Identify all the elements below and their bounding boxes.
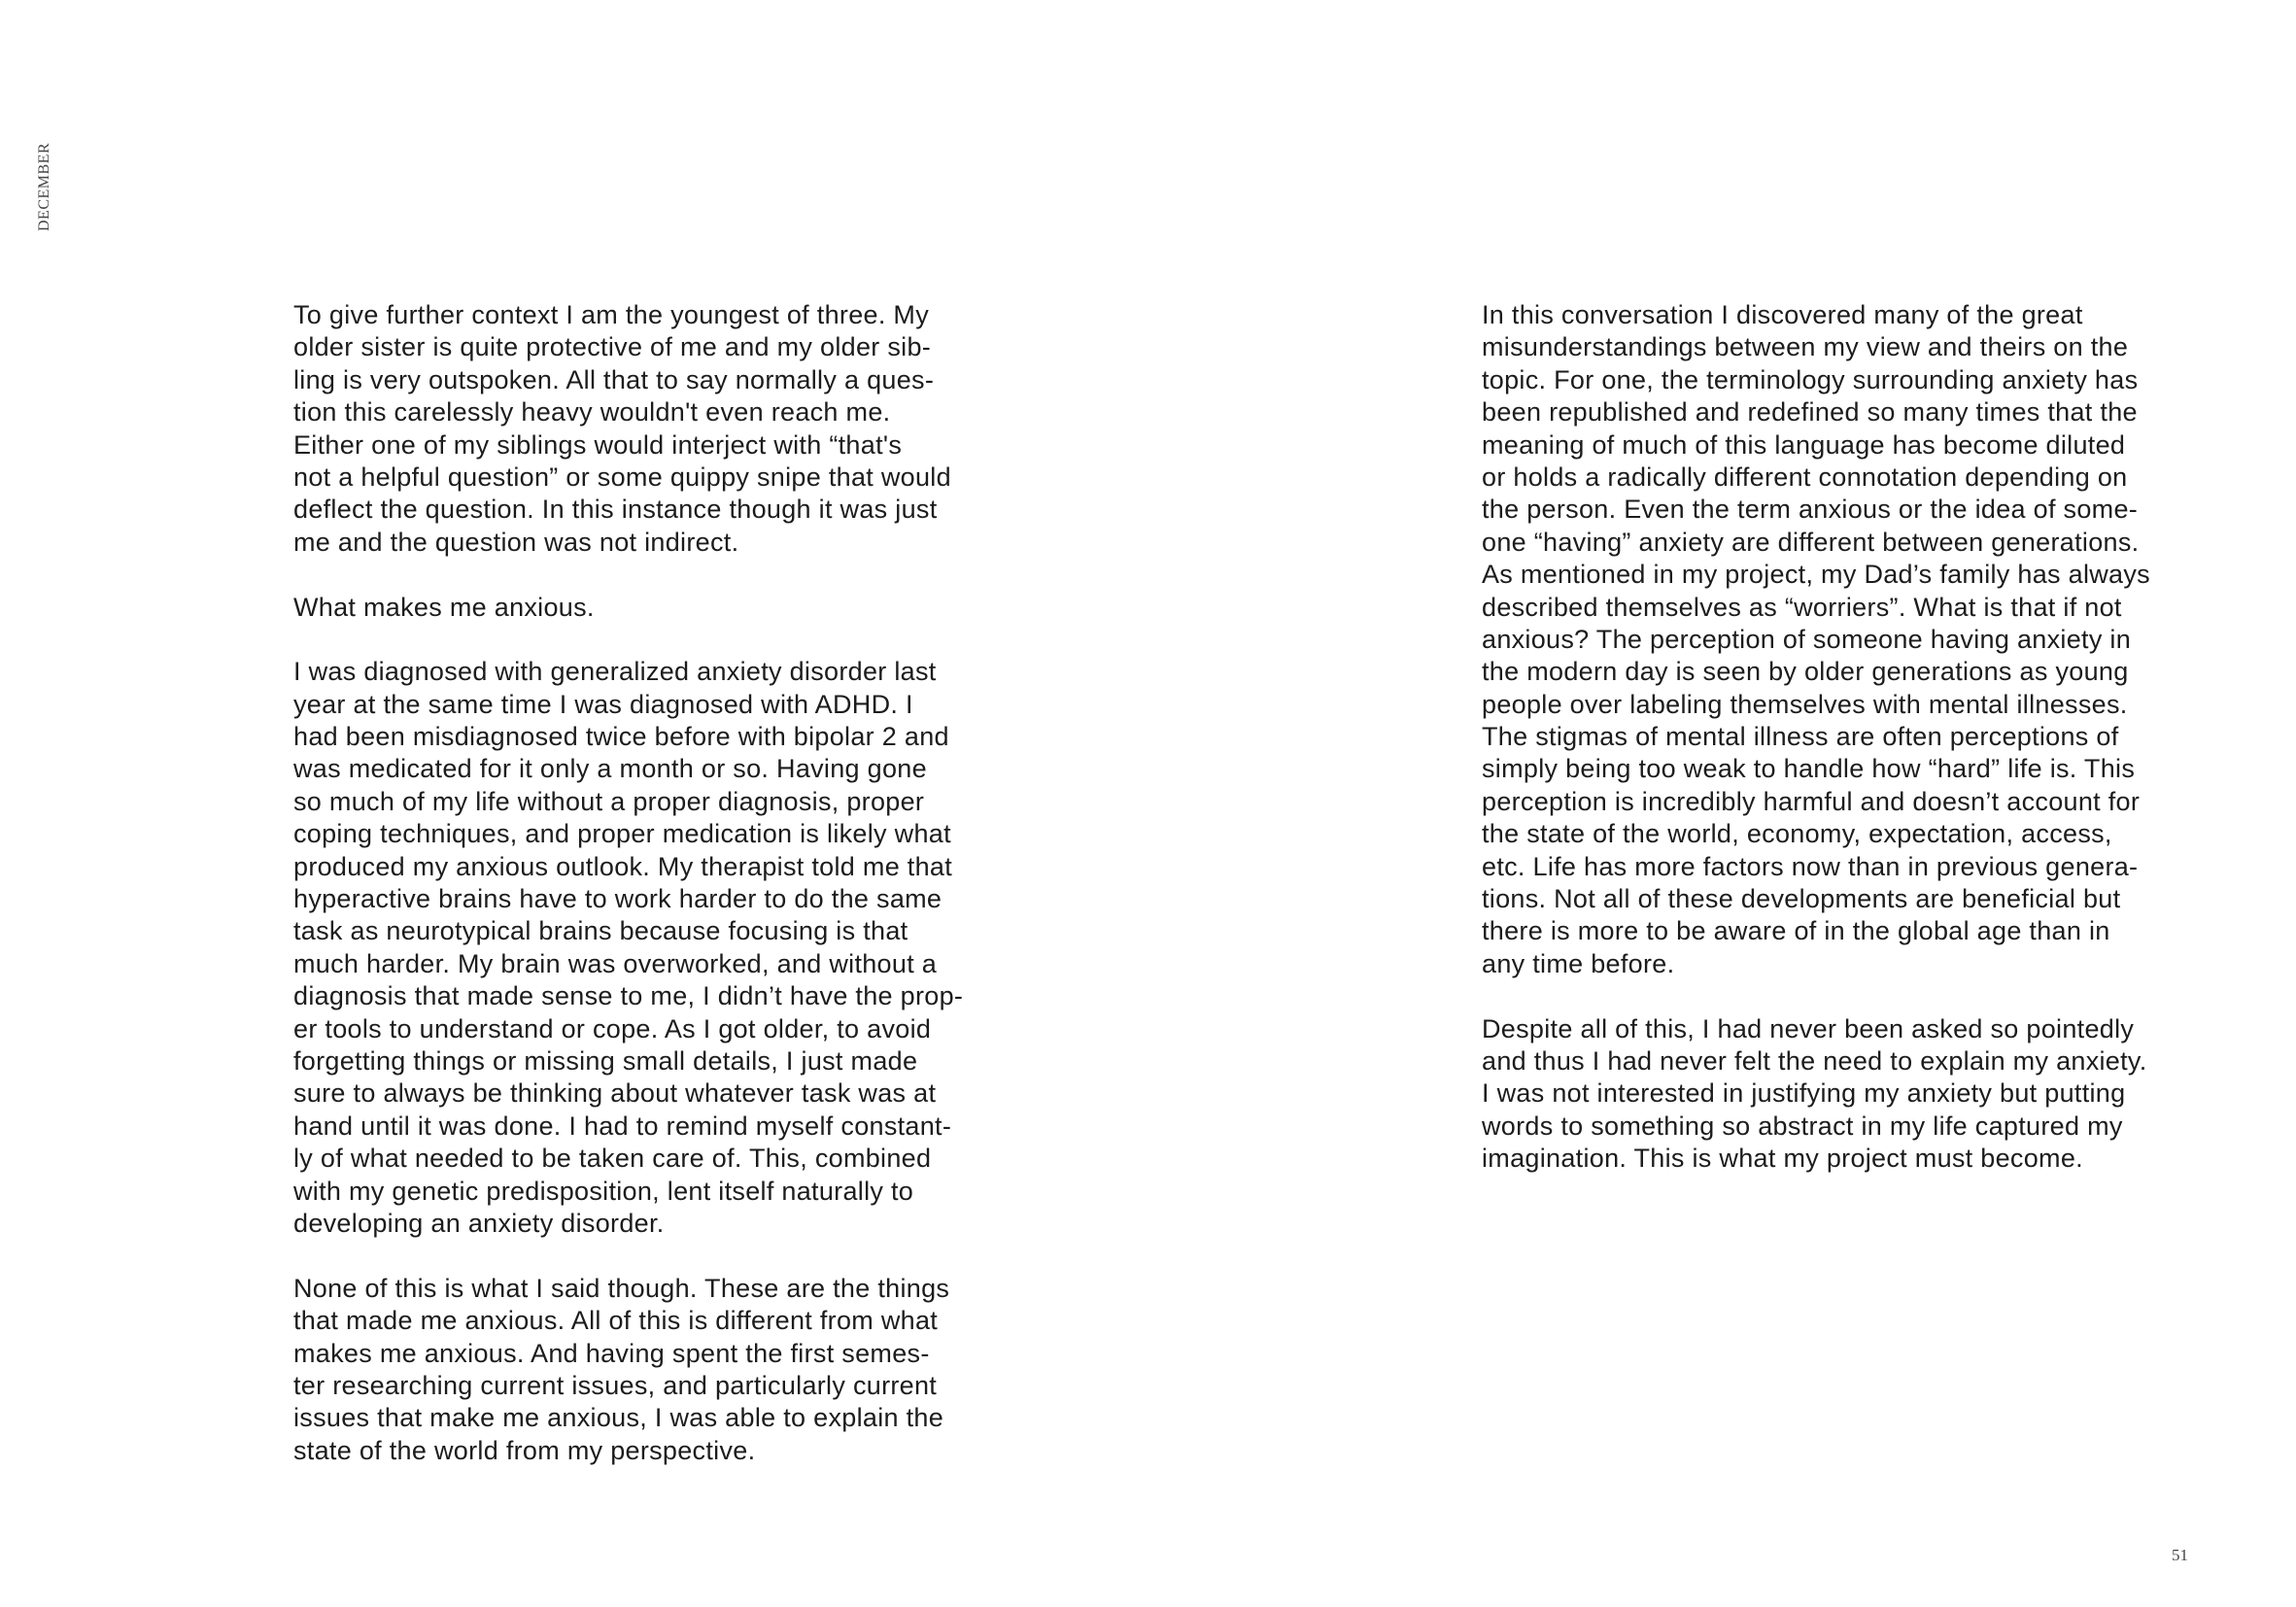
text-line: hyperactive brains have to work harder to do the same bbox=[293, 884, 942, 914]
left-column bbox=[293, 299, 1012, 1467]
text-line: Despite all of this, I had never been asked so pointedly bbox=[1482, 1013, 2135, 1043]
paragraph bbox=[293, 656, 1012, 1240]
text-line: diagnosis that made sense to me, I didn’t have the prop- bbox=[293, 981, 964, 1011]
text-line: anxious? The perception of someone having anxiety in bbox=[1482, 624, 2132, 654]
text-line: None of this is what I said though. These are the things bbox=[293, 1273, 950, 1303]
paragraph-gap bbox=[293, 624, 1012, 656]
text-line: simply being too weak to handle how “hard” life is. This bbox=[1482, 754, 2136, 784]
text-line: meaning of much of this language has become diluted bbox=[1482, 429, 2126, 460]
text-line: year at the same time I was diagnosed with ADHD. I bbox=[293, 689, 913, 719]
text-line: The stigmas of mental illness are often perceptions of bbox=[1482, 722, 2119, 752]
text-line: forgetting things or missing small details, I just made bbox=[293, 1045, 918, 1076]
text-line: To give further context I am the youngest of three. My bbox=[293, 300, 930, 329]
text-line: I was diagnosed with generalized anxiety disorder last bbox=[293, 657, 937, 687]
paragraph-gap bbox=[293, 559, 1012, 591]
text-line: tion this carelessly heavy wouldn't even reach me. bbox=[293, 397, 891, 427]
text-line: Either one of my siblings would interject with “that's bbox=[293, 429, 903, 460]
text-line: hand until it was done. I had to remind myself constant- bbox=[293, 1111, 952, 1141]
text-line: ter researching current issues, and particularly current bbox=[293, 1370, 938, 1400]
text-line: older sister is quite protective of me and my older sib- bbox=[293, 332, 932, 362]
text-line: state of the world from my perspective. bbox=[293, 1435, 756, 1465]
text-line: the person. Even the term anxious or the idea of some- bbox=[1482, 495, 2139, 525]
running-head: DECEMBER bbox=[36, 142, 52, 231]
text-line: with my genetic predisposition, lent itself naturally to bbox=[293, 1176, 914, 1206]
text-line: described themselves as “worriers”. What is that if not bbox=[1482, 592, 2122, 622]
text-line: I was not interested in justifying my anxiety but putting bbox=[1482, 1078, 2126, 1109]
text-line: people over labeling themselves with mental illnesses. bbox=[1482, 689, 2128, 719]
text-line: makes me anxious. And having spent the first semes- bbox=[293, 1338, 930, 1368]
paragraph-gap bbox=[1482, 980, 2201, 1012]
text-line: had been misdiagnosed twice before with bipolar 2 and bbox=[293, 722, 949, 752]
paragraph bbox=[1482, 1013, 2201, 1176]
paragraph bbox=[1482, 299, 2201, 980]
text-line: much harder. My brain was overworked, and without a bbox=[293, 948, 938, 978]
right-column bbox=[1482, 299, 2201, 1176]
text-line: etc. Life has more factors now than in previous genera- bbox=[1482, 851, 2139, 881]
paragraph bbox=[293, 1273, 1012, 1467]
text-line: and thus I had never felt the need to explain my anxiety. bbox=[1482, 1045, 2147, 1076]
text-line: misunderstandings between my view and theirs on the bbox=[1482, 332, 2129, 362]
text-line: deflect the question. In this instance though it was just bbox=[293, 495, 938, 525]
text-line: What makes me anxious. bbox=[293, 592, 595, 622]
text-line: As mentioned in my project, my Dad’s family has always bbox=[1482, 560, 2150, 590]
text-line: In this conversation I discovered many of the great bbox=[1482, 300, 2083, 329]
text-line: been republished and redefined so many times that the bbox=[1482, 397, 2138, 427]
text-line: me and the question was not indirect. bbox=[293, 527, 739, 557]
text-line: one “having” anxiety are different between generations. bbox=[1482, 527, 2140, 557]
text-line: not a helpful question” or some quippy snipe that would bbox=[293, 462, 951, 492]
text-line: coping techniques, and proper medication is likely what bbox=[293, 819, 951, 849]
text-line: words to something so abstract in my life captured my bbox=[1482, 1111, 2123, 1141]
text-line: or holds a radically different connotation depending on bbox=[1482, 462, 2128, 492]
text-line: ly of what needed to be taken care of. This, combined bbox=[293, 1144, 932, 1174]
text-line: the modern day is seen by older generations as young bbox=[1482, 657, 2129, 687]
text-line: developing an anxiety disorder. bbox=[293, 1208, 665, 1238]
paragraph-gap bbox=[293, 1240, 1012, 1272]
text-line: there is more to be aware of in the global age than in bbox=[1482, 916, 2110, 946]
text-line: was medicated for it only a month or so. Having gone bbox=[293, 754, 927, 784]
text-line: so much of my life without a proper diagnosis, proper bbox=[293, 786, 925, 816]
text-line: perception is incredibly harmful and doesn’t account for bbox=[1482, 786, 2141, 816]
text-line: topic. For one, the terminology surrounding anxiety has bbox=[1482, 364, 2139, 394]
paragraph bbox=[293, 592, 1012, 624]
text-line: sure to always be thinking about whatever task was at bbox=[293, 1078, 937, 1109]
text-line: that made me anxious. All of this is different from what bbox=[293, 1306, 939, 1336]
text-line: tions. Not all of these developments are beneficial but bbox=[1482, 884, 2121, 914]
text-line: er tools to understand or cope. As I got older, to avoid bbox=[293, 1013, 932, 1043]
text-line: imagination. This is what my project must become. bbox=[1482, 1144, 2083, 1174]
text-line: task as neurotypical brains because focusing is that bbox=[293, 916, 908, 946]
text-line: any time before. bbox=[1482, 948, 1675, 978]
text-line: ling is very outspoken. All that to say normally a ques- bbox=[293, 364, 935, 394]
text-line: issues that make me anxious, I was able to explain the bbox=[293, 1403, 944, 1433]
text-line: the state of the world, economy, expectation, access, bbox=[1482, 819, 2112, 849]
page-number: 51 bbox=[2172, 1546, 2188, 1564]
paragraph bbox=[293, 299, 1012, 559]
text-line: produced my anxious outlook. My therapist told me that bbox=[293, 851, 953, 881]
